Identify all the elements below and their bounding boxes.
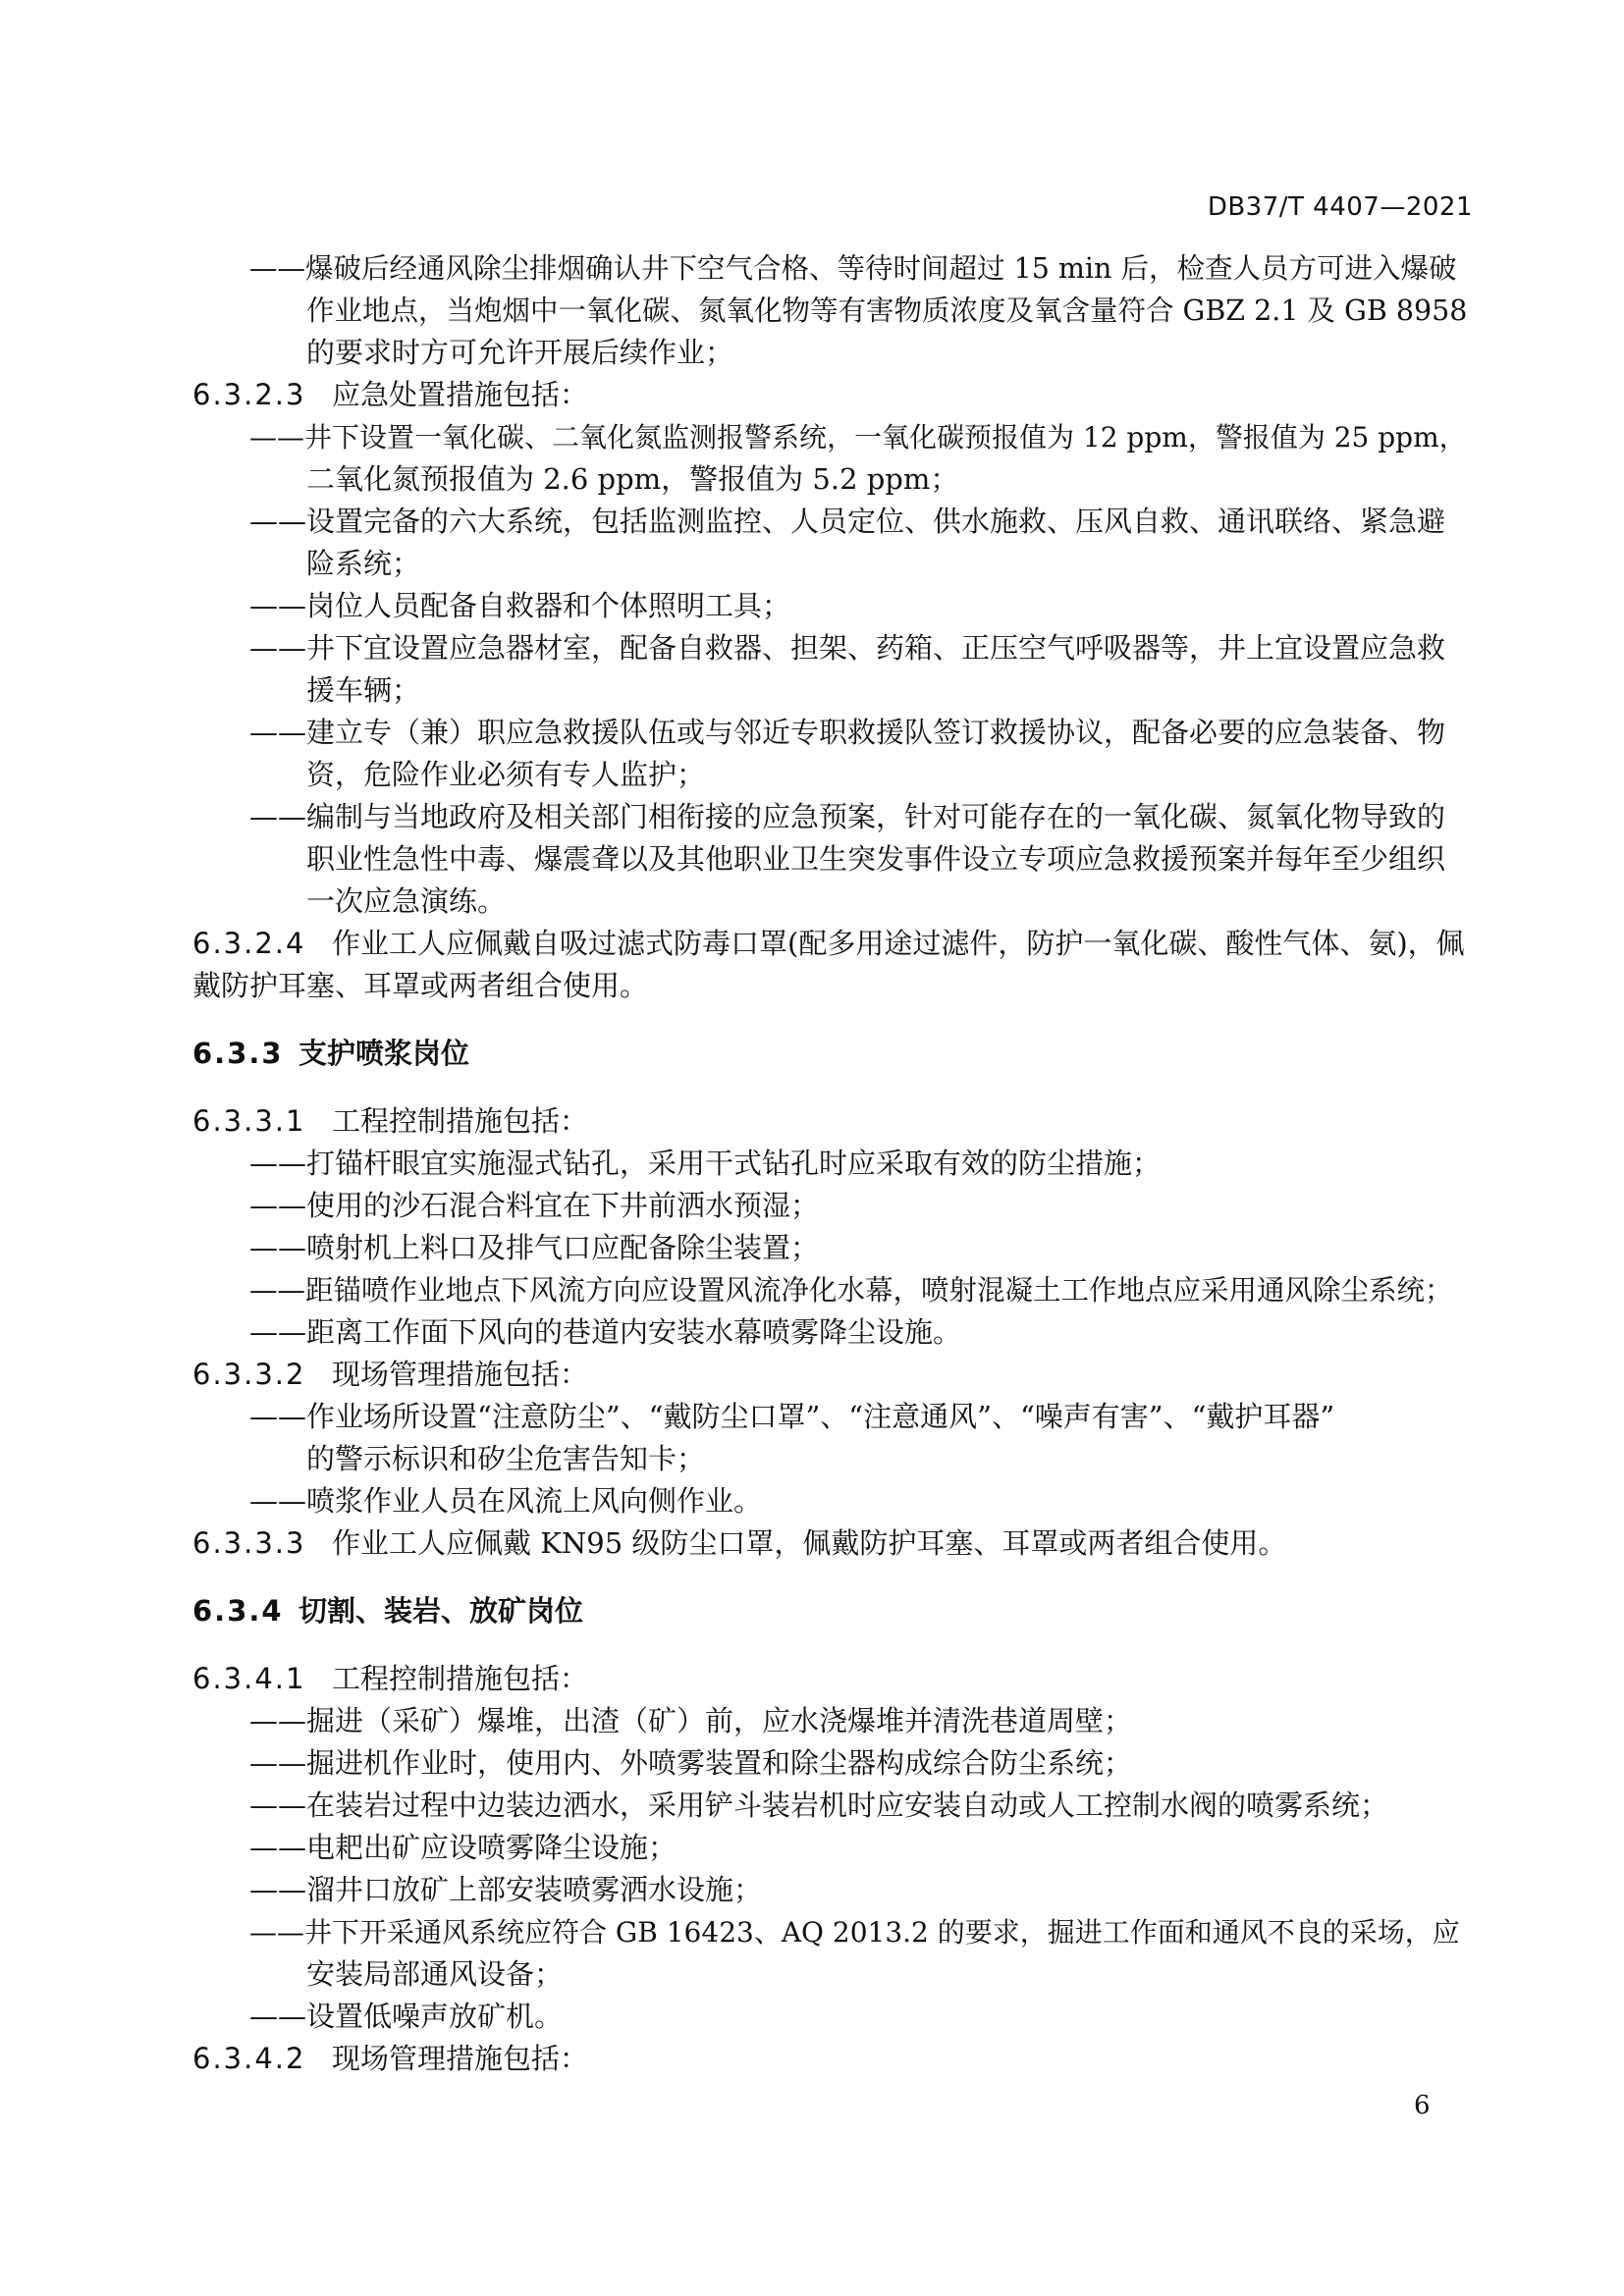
list-item-continuation: 资，危险作业必须有专人监护； [306, 758, 706, 791]
list-item: ——井下设置一氧化碳、二氧化氮监测报警系统，一氧化碳预报值为 12 ppm，警报值为 25 ppm， [249, 421, 1467, 454]
list-item-continuation: 一次应急演练。 [306, 884, 507, 918]
list-item: ——编制与当地政府及相关部门相衔接的应急预案，针对可能存在的一氧化碳、氮氧化物导致的 [249, 800, 1446, 833]
section-spacer [192, 1007, 1473, 1033]
list-item: ——使用的沙石混合料宜在下井前洒水预湿； [249, 1189, 820, 1222]
page-number: 6 [1414, 2091, 1431, 2120]
list-item-continuation: 二氧化氮预报值为 2.6 ppm，警报值为 5.2 ppm； [306, 462, 959, 496]
list-item: ——井下开采通风系统应符合 GB 16423、AQ 2013.2 的要求，掘进工作面和通风不良的采场，应 [249, 1916, 1460, 1949]
clause-number: 6.3.4.2 [192, 2042, 306, 2075]
clause-text: 作业工人应佩戴自吸过滤式防毒口罩(配多用途过滤件，防护一氧化碳、酸性气体、氨)，佩 [332, 927, 1465, 960]
list-item: ——距锚喷作业地点下风流方向应设置风流净化水幕，喷射混凝土工作地点应采用通风除尘系统； [249, 1274, 1453, 1307]
list-item: ——井下宜设置应急器材室，配备自救器、担架、药箱、正压空气呼吸器等，井上宜设置应急救 [249, 631, 1446, 665]
list-item: ——设置完备的六大系统，包括监测监控、人员定位、供水施救、压风自救、通讯联络、紧急避 [249, 505, 1446, 538]
section-heading-6-3-3 [192, 1033, 1473, 1075]
clause-number: 6.3.3.2 [192, 1358, 306, 1391]
section-heading-6-3-4 [192, 1590, 1473, 1632]
clause-number: 6.3.2.4 [192, 927, 306, 960]
document-code: DB37/T 4407—2021 [1207, 192, 1473, 222]
list-item: ——打锚杆眼宜实施湿式钻孔，采用干式钻孔时应采取有效的防尘措施； [249, 1147, 1162, 1180]
clause-continuation: 戴防护耳塞、耳罩或两者组合使用。 [192, 969, 649, 1002]
clause-text: 工程控制措施包括： [332, 1662, 589, 1695]
clause-6-3-4-1 [192, 1658, 1473, 1700]
clause-text: 现场管理措施包括： [332, 2042, 589, 2075]
clause-number: 6.3.3.3 [192, 1526, 306, 1560]
list-item: ——作业场所设置“注意防尘”、“戴防尘口罩”、“注意通风”、“噪声有害”、“戴护耳器” [249, 1400, 1335, 1433]
clause-6-3-3-3 [192, 1522, 1473, 1565]
section-spacer [192, 1632, 1473, 1658]
list-item-continuation: 安装局部通风设备； [306, 1957, 564, 1991]
clause-text: 现场管理措施包括： [332, 1358, 589, 1391]
clause-text: 工程控制措施包括： [332, 1104, 589, 1138]
list-item: ——距离工作面下风向的巷道内安装水幕喷雾降尘设施。 [249, 1315, 962, 1349]
list-item: ——在装岩过程中边装边洒水，采用铲斗装岩机时应安装自动或人工控制水阀的喷雾系统； [249, 1789, 1389, 1822]
clause-6-3-3-1 [192, 1100, 1473, 1143]
clause-text: 作业工人应佩戴 KN95 级防尘口罩，佩戴防护耳塞、耳罩或两者组合使用。 [332, 1526, 1287, 1560]
section-number: 6.3.4 [192, 1594, 284, 1628]
clause-6-3-3-2 [192, 1354, 1473, 1396]
list-item: ——掘进机作业时，使用内、外喷雾装置和除尘器构成综合防尘系统； [249, 1746, 1133, 1780]
list-item: ——设置低噪声放矿机。 [249, 2000, 564, 2033]
list-item: ——喷射机上料口及排气口应配备除尘装置； [249, 1231, 820, 1264]
clause-text: 应急处置措施包括： [332, 378, 589, 411]
list-item: ——建立专（兼）职应急救援队伍或与邻近专职救援队签订救援协议，配备必要的应急装备、物 [249, 716, 1446, 749]
clause-number: 6.3.4.1 [192, 1662, 306, 1695]
section-spacer [192, 1075, 1473, 1100]
page-body [192, 247, 1473, 2080]
list-item: ——喷浆作业人员在风流上风向侧作业。 [249, 1484, 763, 1518]
list-item: ——岗位人员配备自救器和个体照明工具； [249, 589, 791, 622]
clause-6-3-2-3 [192, 374, 1473, 416]
section-number: 6.3.3 [192, 1037, 284, 1070]
list-item: ——掘进（采矿）爆堆，出渣（矿）前，应水浇爆堆并清洗巷道周壁； [249, 1704, 1133, 1737]
list-item: ——爆破后经通风除尘排烟确认井下空气合格、等待时间超过 15 min 后，检查人员方可进入爆破 [249, 252, 1457, 285]
list-item-continuation: 作业地点，当炮烟中一氧化碳、氮氧化物等有害物质浓度及氧含量符合 GBZ 2.1 及 GB 8958 [306, 294, 1468, 327]
list-item-continuation: 的要求时方可允许开展后续作业； [306, 336, 734, 369]
list-item-continuation: 险系统； [306, 547, 421, 580]
section-spacer [192, 1565, 1473, 1590]
clause-number: 6.3.3.1 [192, 1104, 306, 1138]
clause-6-3-4-2 [192, 2038, 1473, 2080]
list-item-continuation: 援车辆； [306, 673, 421, 707]
section-title: 切割、装岩、放矿岗位 [298, 1594, 584, 1628]
list-item: ——电耙出矿应设喷雾降尘设施； [249, 1831, 677, 1864]
clause-6-3-2-4 [192, 923, 1473, 965]
list-item: ——溜井口放矿上部安装喷雾洒水设施； [249, 1873, 763, 1906]
section-title: 支护喷浆岗位 [298, 1037, 470, 1070]
list-item-continuation: 的警示标识和矽尘危害告知卡； [306, 1442, 706, 1475]
clause-number: 6.3.2.3 [192, 378, 306, 411]
list-item-continuation: 职业性急性中毒、爆震聋以及其他职业卫生突发事件设立专项应急救援预案并每年至少组织 [306, 842, 1446, 876]
